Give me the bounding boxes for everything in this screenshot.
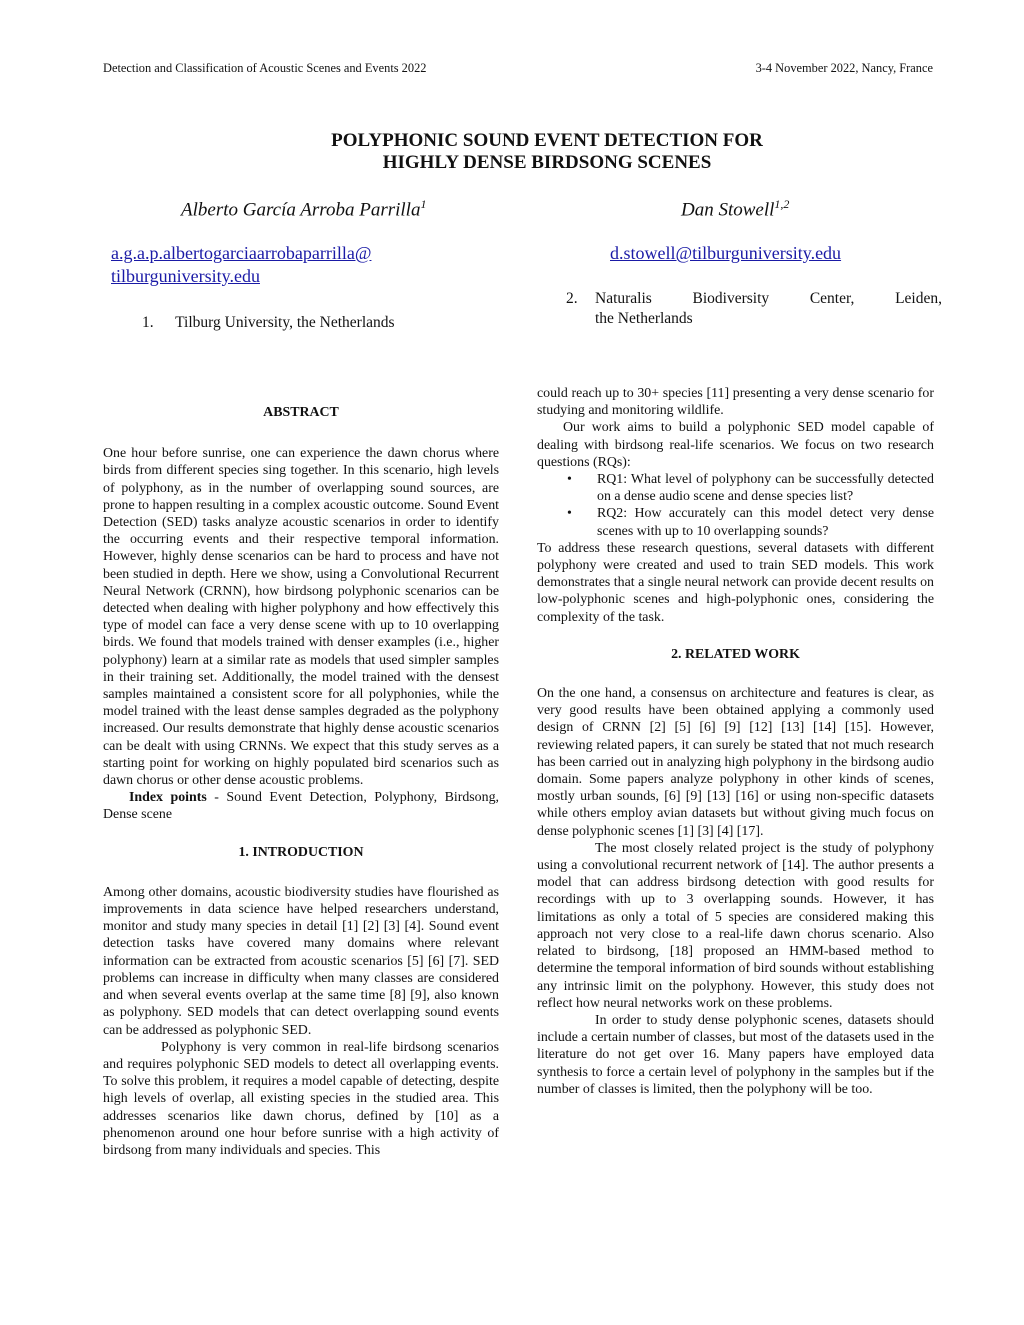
author-1-affil-sup: 1 xyxy=(420,197,427,211)
affil-2-number: 2. xyxy=(566,290,578,307)
right-column xyxy=(537,385,934,1098)
author-1-name xyxy=(181,197,426,221)
intro-paragraph-3: could reach up to 30+ species [11] presenting a very dense scenario for studying and monitoring wildlife. xyxy=(537,386,934,419)
related-paragraph-3: In order to study dense polyphonic scenes, datasets should include a certain number of classes, but most of the datasets used in the literature do not get over 16. Many papers have employed data synthesis to force a certain level of polyphony in the samples but if the number of classes is limited, then the polyphony will be too. xyxy=(537,1012,934,1097)
author-2-name xyxy=(681,197,789,221)
rq-2-text: RQ2: How accurately can this model detect very dense scenes with up to 10 overlapping sounds? xyxy=(597,506,934,539)
intro-paragraph-2: Polyphony is very common in real-life birdsong scenarios and requires polyphonic SED models to detect all overlapping events. To solve this problem, it requires a model capable of detecting, despite high levels of overlap, all existing species in the studied area. This addresses scenarios like dawn chorus, defined by [10] as a phenomenon around one hour before sunrise with a high activity of birdsong from many individuals and species. This xyxy=(103,1039,499,1158)
intro-paragraph-1: Among other domains, acoustic biodiversity studies have flourished as improvements in data science have helped researchers understand, monitor and study many species in detail [1] [2] [3] [4]. Sound event detection tasks have covered many domains where relevant information can be extracted from acoustic scenarios [5] [6] [7]. SED problems can increase in difficulty when many classes are considered and when several events overlap at the same time [8] [9], also known as polyphony. SED models that can detect overlapping sound events can be addressed as polyphonic SED. xyxy=(103,884,499,1038)
title-line-2: HIGHLY DENSE BIRDSONG SCENES xyxy=(382,152,712,173)
affil-2-word: Center, xyxy=(809,290,855,307)
intro-paragraph-5: To address these research questions, several datasets with different polyphony were created and used to train SED models. This work demonstrates that a single neural network can provide decent results on low-polyphonic scenes and high-polyphonic ones, considering the complexity of the task. xyxy=(537,540,934,625)
running-header-right: 3-4 November 2022, Nancy, France xyxy=(755,61,933,75)
affil-2-line-2: the Netherlands xyxy=(595,310,693,327)
related-paragraph-2: The most closely related project is the study of polyphony using a convolutional recurrent network of [14]. The author presents a model that can address birdsong detection with good results for recordings with up to 3 overlapping sounds. However, it has limitations as only a total of 5 species are considered making this approach not very close to a real-life dawn chorus scenario. Also related to birdsong, [18] proposed an HMM-based method to determine the temporal information of bird sounds without establishing any intrinsic limit on the polyphony. However, this study does not reflect how neural networks work on these problems. xyxy=(537,840,934,1011)
author-2-affil-sup: 1,2 xyxy=(774,197,790,211)
affil-2-line-1 xyxy=(595,289,942,309)
index-terms-text: - Sound Event Detection, Polyphony, Birdsong, Dense scene xyxy=(103,790,499,823)
left-column xyxy=(103,404,499,1159)
list-item xyxy=(537,505,934,539)
abstract-heading: ABSTRACT xyxy=(263,405,339,420)
affil-1-number: 1. xyxy=(142,314,154,331)
list-item xyxy=(537,471,934,505)
author-2-affiliation xyxy=(566,289,942,329)
paper-title xyxy=(0,130,1024,174)
affil-1-text: Tilburg University, the Netherlands xyxy=(175,314,395,331)
author-1-email-line-2[interactable]: tilburguniversity.edu xyxy=(111,266,260,286)
research-questions-list xyxy=(537,471,934,540)
bullet-icon: • xyxy=(567,506,572,522)
index-terms-label: Index points xyxy=(129,790,207,806)
affil-2-word: Biodiversity xyxy=(692,290,770,307)
author-1-name-text: Alberto García Arroba Parrilla xyxy=(181,199,421,221)
author-1-affiliation xyxy=(142,313,395,333)
affil-2-word: Leiden, xyxy=(895,290,942,307)
affil-2-word: Naturalis xyxy=(595,290,652,307)
index-terms xyxy=(103,789,499,823)
bullet-icon: • xyxy=(567,472,572,488)
related-paragraph-1: On the one hand, a consensus on architecture and features is clear, as very good results have been obtained applying a commonly used design of CRNN [2] [5] [6] [9] [12] [13] [14] [15]. However, reviewing related papers, it can surely be stated that not much research has been carried out in analyzing high polyphony in the birdsong audio domain. Some papers analyze polyphony in other kinds of scenes, mostly urban sounds, [6] [9] [13] [16] or using non-specific datasets while others employ avian datasets but without giving much focus on dense polyphonic scenes [1] [3] [4] [17]. xyxy=(537,686,934,839)
rq-1-text: RQ1: What level of polyphony can be successfully detected on a dense audio scene and dense species list? xyxy=(597,472,934,505)
author-2-email[interactable]: d.stowell@tilburguniversity.edu xyxy=(610,243,842,263)
abstract-text: One hour before sunrise, one can experience the dawn chorus where birds from different species sing together. In this scenario, high levels of polyphony, as in the number of overlapping sound sources, are prone to happen resulting in a complex acoustic outcome. Sound Event Detection (SED) tasks analyze acoustic scenarios in order to identify the occurring events and their respective temporal information. However, highly dense scenarios can be hard to process and have not been studied in depth. Here we show, using a Convolutional Recurrent Neural Network (CRNN), how birdsong polyphonic scenarios can be detected when dealing with higher polyphony and how effectively this type of model can face a very dense scene with up to 10 overlapping birds. We found that models trained with denser examples (i.e., higher polyphony) learn at a similar rate as models that used simpler samples in their training set. Additionally, the model trained with the densest samples maintained a consistent score for all polyphonies, while the model trained with the least dense samples degraded as the polyphony increased. Our results demonstrate that highly dense acoustic scenarios can be dealt with using CRNNs. We expect that this study serves as a starting point for working on highly populated bird scenarios such as dawn chorus or other dense acoustic problems. xyxy=(103,446,499,789)
related-work-heading: 2. RELATED WORK xyxy=(671,646,800,662)
author-2-name-text: Dan Stowell xyxy=(681,199,775,221)
author-1-email[interactable] xyxy=(111,242,371,288)
running-header-left: Detection and Classification of Acoustic Scenes and Events 2022 xyxy=(103,61,427,75)
introduction-heading: 1. INTRODUCTION xyxy=(238,844,364,860)
author-1-email-line-1[interactable]: a.g.a.p.albertogarciaarrobaparrilla@ xyxy=(111,243,372,263)
intro-paragraph-4: Our work aims to build a polyphonic SED model capable of dealing with birdsong real-life scenarios. We focus on two research questions (RQs): xyxy=(537,420,934,470)
title-line-1: POLYPHONIC SOUND EVENT DETECTION FOR xyxy=(331,130,763,151)
